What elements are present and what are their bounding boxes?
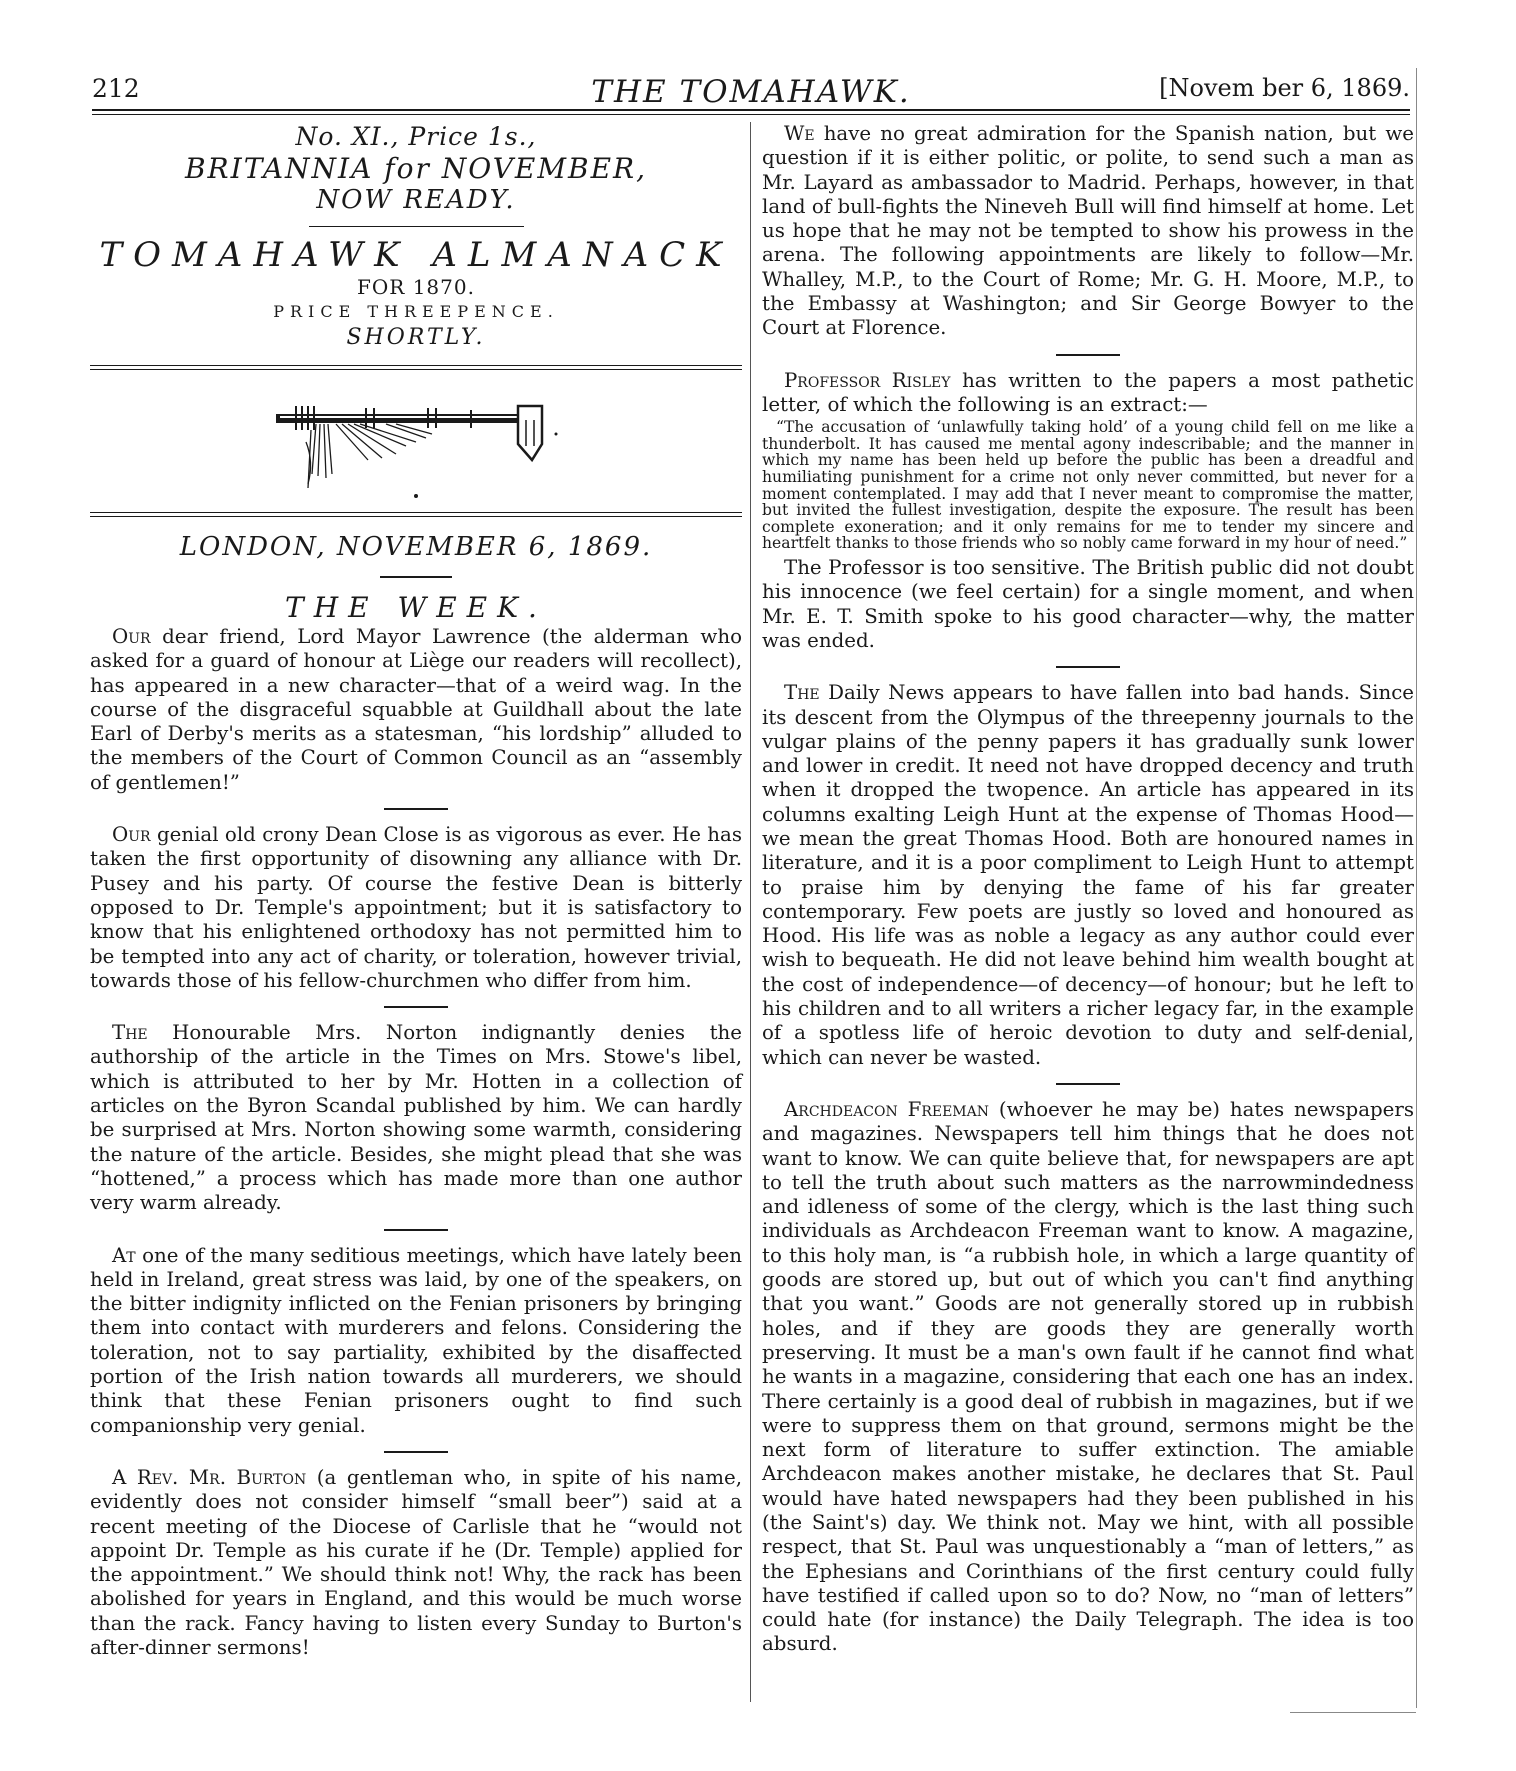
header-rule [92, 109, 1410, 111]
issue-date: [Novem ber 6, 1869. [1159, 74, 1410, 102]
section-title: THE WEEK. [285, 591, 547, 624]
quoted-letter: “The accusation of ‘unlawfully taking hold’ of a young child fell on me like a thunderbolt. It has caused me mental agony indescribable; and the manner in which my name has been held up before the public has been a dreadful and humiliating punishment for a crime not only never committed, but never for a moment contemplated. I may add that I never meant to compromise the matter, but invited the fullest investigation, despite the exposure. The result has been complete exoneration; and it only remains for me to tender my sincere and heartfelt thanks to those friends who so nobly came forward in my hour of need.” [762, 418, 1414, 553]
ad-ready-line: NOW READY. [316, 185, 516, 215]
page-edge-line [1416, 68, 1417, 1708]
left-column [90, 122, 742, 1660]
emblem-bottom-rule [90, 512, 742, 517]
article-paragraph: A Rev. Mr. Burton (a gentleman who, in spite of his name, evidently does not consider himself “small beer”) said at a recent meeting of the Diocese of Carlisle that he “would not appoint Dr. Temple as his curate if he (Dr. Temple) applied for the appointment.” We should think not! Why, the rack has been abolished for years in England, and this would be much worse than the rack. Fancy having to listen every Sunday to Burton's after-dinner sermons! [90, 1465, 742, 1659]
article-paragraph: The Honourable Mrs. Norton indignantly denies the authorship of the article in the Times on Mrs. Stowe's libel, which is attributed to her by Mr. Hotten in a collection of articles on the Byron Scandal published by him. We can hardly be surprised at Mrs. Norton showing some warmth, considering the nature of the article. Besides, she might plead that she was “hottened,” a process which has made more than one author very warm already. [90, 1021, 742, 1215]
paragraph-divider [1056, 1083, 1120, 1085]
almanack-year: FOR 1870. [357, 275, 475, 299]
page-header [92, 74, 1410, 110]
section-divider [380, 576, 452, 578]
paragraph-divider [1056, 354, 1120, 356]
paragraph-divider [384, 1451, 448, 1453]
almanack-price: PRICE THREEPENCE. [273, 302, 559, 321]
almanack-shortly: SHORTLY. [346, 325, 486, 350]
emblem-top-rule [90, 365, 742, 370]
article-paragraph: Archdeacon Freeman (whoever he may be) hates newspapers and magazines. Newspapers tell him things that he does not want to know. We can quite believe that, for newspapers are apt to tell the truth about such matters as the narrowmindedness and idleness of some of the clergy, which is the last thing such individuals as Archdeacon Freeman want to know. A magazine, to this holy man, is “a rubbish hole, in which a large quantity of goods are stored up, but out of which you can't find anything that you want.” Goods are not generally stored up in rubbish holes, and if they are goods they are generally worth preserving. It must be a man's own fault if he cannot find what he wants in a magazine, considering that each one has an index. There certainly is a good deal of rubbish in magazines, but if we were to suppress them on that ground, sermons might be the next form of literature to suffer extinction. The amiable Archdeacon makes another mistake, he declares that St. Paul would have hated newspapers had they been published in his (the Saint's) day. We think not. May we hint, with all possible respect, that St. Paul was unquestionably a “man of letters,” as the Ephesians and Corinthians of the first century could fully have testified if called upon so to do? Now, no “man of letters” could hate (for instance) the Daily Telegraph. The idea is too absurd. [762, 1097, 1414, 1656]
article-paragraph: The Daily News appears to have fallen into bad hands. Since its descent from the Olympus of the threepenny journals to the vulgar plains of the penny papers it has gradually sunk lower and lower in credit. It need not have dropped decency and truth when it dropped the twopence. An article has appeared in its columns exalting Leigh Hunt at the expense of Thomas Hood—we mean the great Thomas Hood. Both are honoured names in literature, and it is a poor compliment to Leigh Hunt to attempt to praise him by denying the fame of his far greater contemporary. Few poets are justly so loved and honoured as Hood. His life was as noble a legacy as any author could ever wish to bequeath. He did not leave behind him wealth bought at the cost of independence—of decency—of honour; but he left to his children and to all writers a richer legacy far, in the example of a spotless life of heroic devotion to duty and self-denial, which can never be wasted. [762, 681, 1414, 1069]
ad-britannia-line: BRITANNIA for NOVEMBER, [184, 152, 648, 185]
paragraph-divider [384, 1229, 448, 1231]
column-divider [750, 122, 751, 1702]
ad-issue-line: No. XI., Price 1s., [295, 122, 537, 151]
article-paragraph: At one of the many seditious meetings, which have lately been held in Ireland, great stress was laid, by one of the speakers, on the bitter indignity inflicted on the Fenian prisoners by bringing them into contact with murderers and felons. Considering the toleration, not to say partiality, exhibited by the disaffected portion of the Irish nation towards all murderers, we should think that these Fenian prisoners ought to find such companionship very genial. [90, 1243, 742, 1437]
article-paragraph: Our dear friend, Lord Mayor Lawrence (the alderman who asked for a guard of honour at Liège our readers will recollect), has appeared in a new character—that of a weird wag. In the course of the disgraceful squabble at Guildhall about the late Earl of Derby's merits as a statesman, “his lordship” alluded to the members of the Court of Common Council as an “assembly of gentlemen!” [90, 625, 742, 794]
article-paragraph: We have no great admiration for the Spanish nation, but we question if it is either politic, or polite, to send such a man as Mr. Layard as ambassador to Madrid. Perhaps, however, in that land of bull-fights the Nineveh Bull will find himself at home. Let us hope that he may not be tempted to show his prowess in the arena. The following appointments are likely to follow—Mr. Whalley, M.P., to the Court of Rome; Mr. G. H. Moore, M.P., to the Embassy at Washington; and Sir George Bowyer to the Court at Florence. [762, 122, 1414, 340]
page-bottom-line [1290, 1712, 1416, 1713]
article-paragraph: Our genial old crony Dean Close is as vigorous as ever. He has taken the first opportunity of disowning any alliance with Dr. Pusey and his party. Of course the festive Dean is bitterly opposed to Dr. Temple's appointment; but it is satisfactory to know that his enlightened orthodoxy has not permitted him to be tempted into any act of charity, or toleration, however trivial, towards those of his fellow-churchmen who differ from him. [90, 823, 742, 992]
right-column [762, 122, 1414, 1657]
publication-title: THE TOMAHAWK. [591, 74, 911, 110]
ad-divider [309, 226, 524, 227]
article-paragraph: The Professor is too sensitive. The British public did not doubt his innocence (we feel certain) for a single moment, and when Mr. E. T. Smith spoke to his good character—why, the matter was ended. [762, 556, 1414, 652]
page-number: 212 [92, 74, 140, 103]
article-paragraph: Professor Risley has written to the papers a most pathetic letter, of which the following is an extract:— [762, 368, 1414, 416]
header-rule-thin [92, 114, 1410, 115]
almanack-title: TOMAHAWK ALMANACK [99, 235, 733, 275]
paragraph-divider [1056, 666, 1120, 668]
paragraph-divider [384, 1006, 448, 1008]
tomahawk-emblem-icon [256, 384, 576, 502]
paragraph-divider [384, 808, 448, 810]
dateline: LONDON, NOVEMBER 6, 1869. [179, 532, 653, 562]
